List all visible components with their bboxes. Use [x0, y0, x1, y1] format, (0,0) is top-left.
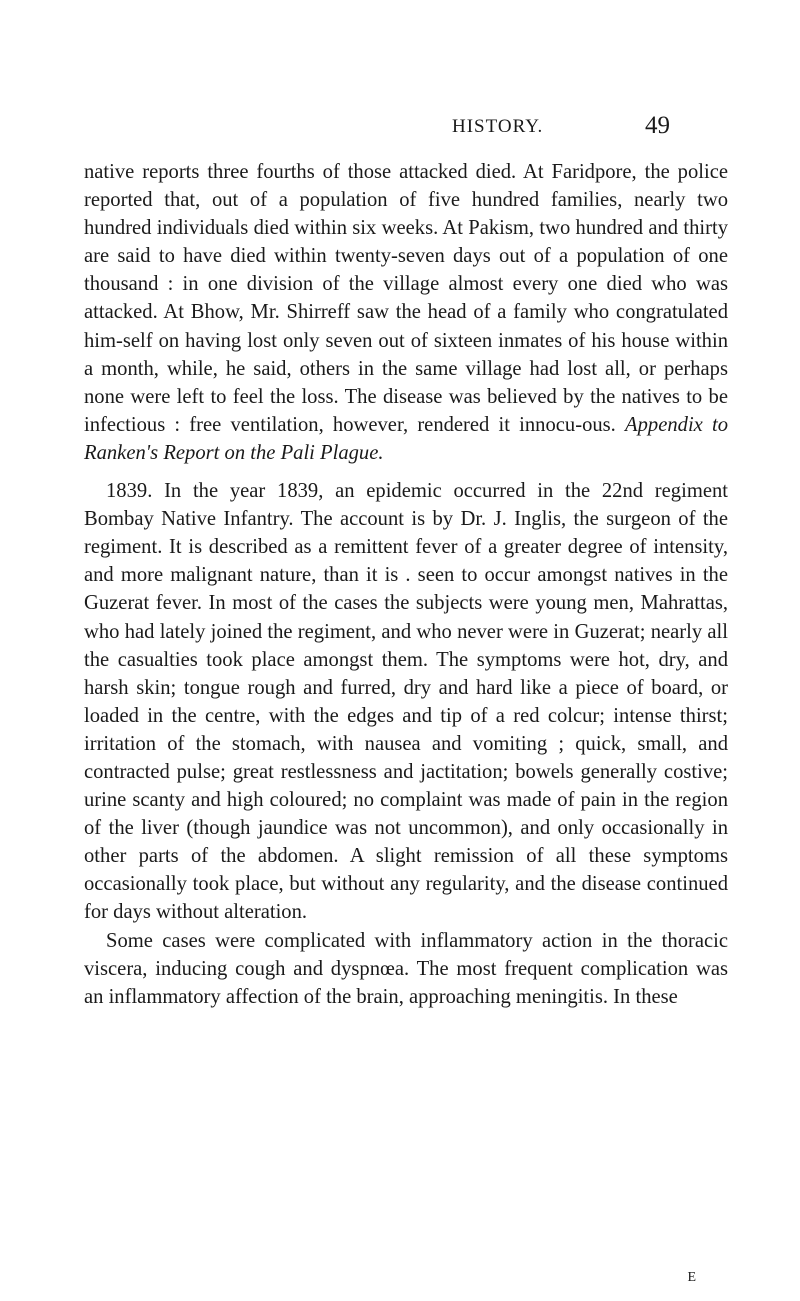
paragraph-text: native reports three fourths of those attacked died. At Faridpore, the police reported that, out of a population of five hundred families, nearly two hundred individuals died within six weeks. At Pakism, two hundred and thirty are said to have died within twenty-seven days out of a population of one thousand : in one division of the village almost every one died who was attacked. At Bhow, Mr. Shirreff saw the head of a family who congratulated him-self on having lost only seven out of sixteen inmates of his house within a month, while, he said, others in the same village had lost all, or perhaps none were left to feel the loss. The disease was believed by the natives to be infectious : free ventilation, however, rendered it innocu-ous. — [84, 161, 728, 436]
citation: Appendix to Ranken's Report on the Pali Plague. — [84, 413, 729, 464]
paragraph-complications: Some cases were complicated with inflammatory action in the thoracic viscera, inducing cough and dyspnœa. The most frequent complication was an inflammatory affection of the brain, approaching meningitis. In these — [84, 929, 728, 1008]
paragraph-1839-epidemic: 1839. In the year 1839, an epidemic occurred in the 22nd regiment Bombay Native Infantry. The account is by Dr. J. Inglis, the surgeon of the regiment. It is described as a remittent fever of a greater degree of intensity, and more malignant nature, than it is . seen to occur amongst natives in the Guzerat fever. In most of the cases the subjects were young men, Mahrattas, who had lately joined the regiment, and who never were in Guzerat; nearly all the casualties took place amongst them. The symptoms were hot, dry, and harsh skin; tongue rough and furred, dry and hard like a piece of board, or loaded in the centre, with the edges and tip of a red colcur; intense thirst; irritation of the stomach, with nausea and vomiting ; quick, small, and contracted pulse; great restlessness and jactitation; bowels generally costive; urine scanty and high coloured; no complaint was made of pain in the region of the liver (though jaundice was not uncommon), and only occasionally in other parts of the abdomen. A slight remission of all these symptoms occasionally took place, but without any regularity, and the disease continued for days without alteration. — [84, 480, 728, 924]
signature-mark: E — [687, 1270, 696, 1285]
running-title: HISTORY. — [452, 116, 544, 137]
page-number: 49 — [645, 112, 670, 139]
paragraph-faridpore — [84, 158, 728, 467]
running-head — [0, 112, 800, 146]
body-text — [84, 158, 728, 1011]
